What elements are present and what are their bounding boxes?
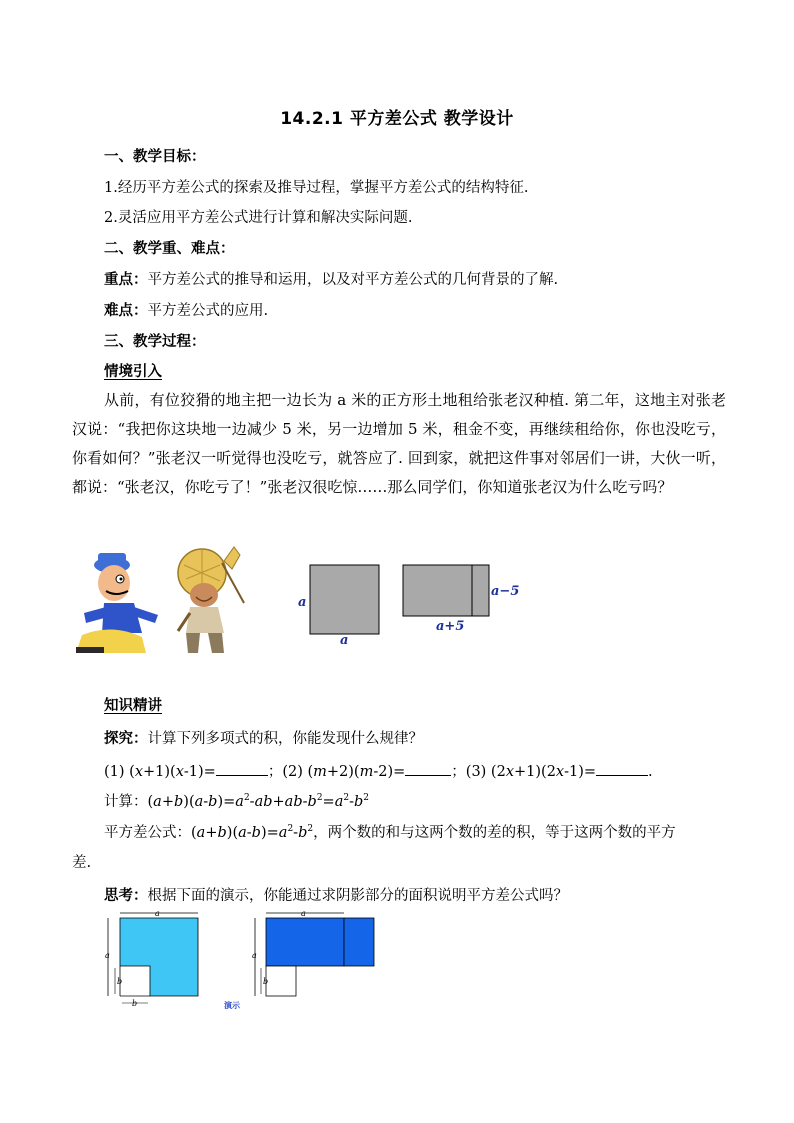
exercise-line — [104, 760, 653, 781]
formula-description: ，两个数的和与这两个数的差的积，等于这两个数的平方 — [313, 825, 676, 841]
left-side-a-label: a — [105, 951, 110, 960]
land-comparison-figure — [290, 560, 530, 650]
explore-label: 探究： — [104, 731, 148, 747]
difficult-point-line — [104, 299, 268, 320]
key-point-label: 重点： — [104, 272, 148, 288]
exercise-3-part: ；(3) (2 — [451, 764, 506, 780]
exercise-2-part-b: +2)( — [326, 764, 360, 780]
exercise-2-part-c: -2)= — [373, 764, 406, 780]
objective-item-2: 2.灵活应用平方差公式进行计算和解决实际问题. — [104, 210, 413, 226]
left-top-a-label: a — [155, 909, 160, 918]
key-point-line — [104, 268, 558, 289]
demo-link[interactable]: 演示 — [224, 1001, 240, 1010]
objective-item-1: 1.经历平方差公式的探索及推导过程，掌握平方差公式的结构特征. — [104, 180, 529, 196]
section-heading-process: 三、教学过程： — [104, 334, 206, 350]
difficult-point-text: 平方差公式的应用. — [147, 303, 269, 319]
rect-height-label: a−5 — [491, 584, 520, 599]
right-side-b-label: b — [263, 977, 269, 986]
cartoon-illustration — [74, 543, 274, 657]
calc-line — [104, 790, 369, 811]
exercise-1-var-2: x — [175, 764, 184, 780]
exercise-1-part: (1) ( — [104, 764, 135, 780]
right-top-a-label: a — [301, 909, 306, 918]
explore-text: 计算下列多项式的积，你能发现什么规律？ — [147, 731, 423, 747]
formula-label: 平方差公式： — [104, 825, 191, 841]
answer-blank-2[interactable] — [405, 763, 451, 776]
new-rectangle — [403, 565, 472, 616]
exercise-2-var-2: m — [359, 764, 374, 780]
explore-line — [104, 727, 423, 748]
square-bottom-label: a — [340, 633, 349, 648]
exercise-2-var: m — [313, 764, 327, 780]
knowledge-tag: 知识精讲 — [104, 698, 162, 714]
left-bottom-b-label: b — [132, 999, 138, 1008]
story-paragraph: 从前，有位狡猾的地主把一边长为 a 米的正方形土地租给张老汉种植. 第二年，这地主对张老汉说：“我把你这块地一边减少 5 米，另一边增加 5 米，租金不变，再继续租给你，你也没吃亏，你看如何？”张老汉一听觉得也没吃亏，就答应了. 回到家，就把这件事对邻居们一讲，大伙一听，都说：“张老汉，你吃亏了！”张老汉很吃惊……那么同学们，你知道张老汉为什么吃亏吗？ — [72, 391, 726, 496]
rect-width-label: a+5 — [436, 619, 465, 634]
calc-label: 计算： — [104, 794, 148, 810]
geometry-demo-figure — [100, 908, 390, 1012]
exercise-3-var: x — [505, 764, 514, 780]
formula-expression: $(a+b)(a-b)=a^2-b^2$ — [191, 824, 314, 841]
section-heading-keypoints: 二、教学重、难点： — [104, 241, 235, 257]
left-demo-shape — [105, 909, 198, 1008]
farmer-figure — [178, 547, 244, 653]
right-side-a-label: a — [252, 951, 257, 960]
exercise-2-part: ；(2) ( — [267, 764, 314, 780]
think-text: 根据下面的演示，你能通过求阴影部分的面积说明平方差公式吗？ — [147, 888, 568, 904]
think-line — [104, 884, 568, 905]
formula-description-cont: 差. — [72, 855, 92, 871]
exercise-1-var: x — [134, 764, 143, 780]
landlord-figure — [76, 553, 158, 653]
exercise-1-part-b: +1)( — [143, 764, 176, 780]
exercise-3-part-b: +1)(2 — [514, 764, 556, 780]
intro-tag: 情境引入 — [104, 364, 162, 380]
calc-expression: $(a+b)(a-b)=a^2-ab+ab-b^2=a^2-b^2$ — [147, 793, 370, 810]
square-side-label: a — [298, 595, 307, 610]
think-label: 思考： — [104, 888, 148, 904]
exercise-3-part-c: -1)= — [564, 764, 597, 780]
left-side-b-label: b — [117, 977, 123, 986]
exercise-end: . — [648, 764, 653, 780]
added-strip — [472, 565, 489, 616]
page-title: 14.2.1 平方差公式 教学设计 — [280, 109, 514, 129]
exercise-3-var-2: x — [555, 764, 565, 780]
difficult-point-label: 难点： — [104, 303, 148, 319]
section-heading-objectives: 一、教学目标： — [104, 149, 206, 165]
answer-blank-1[interactable] — [216, 763, 268, 776]
answer-blank-3[interactable] — [596, 763, 648, 776]
original-square — [310, 565, 379, 634]
right-demo-shape — [252, 909, 374, 996]
exercise-1-part-c: -1)= — [183, 764, 216, 780]
formula-line — [104, 821, 676, 842]
key-point-text: 平方差公式的推导和运用，以及对平方差公式的几何背景的了解. — [147, 272, 559, 288]
